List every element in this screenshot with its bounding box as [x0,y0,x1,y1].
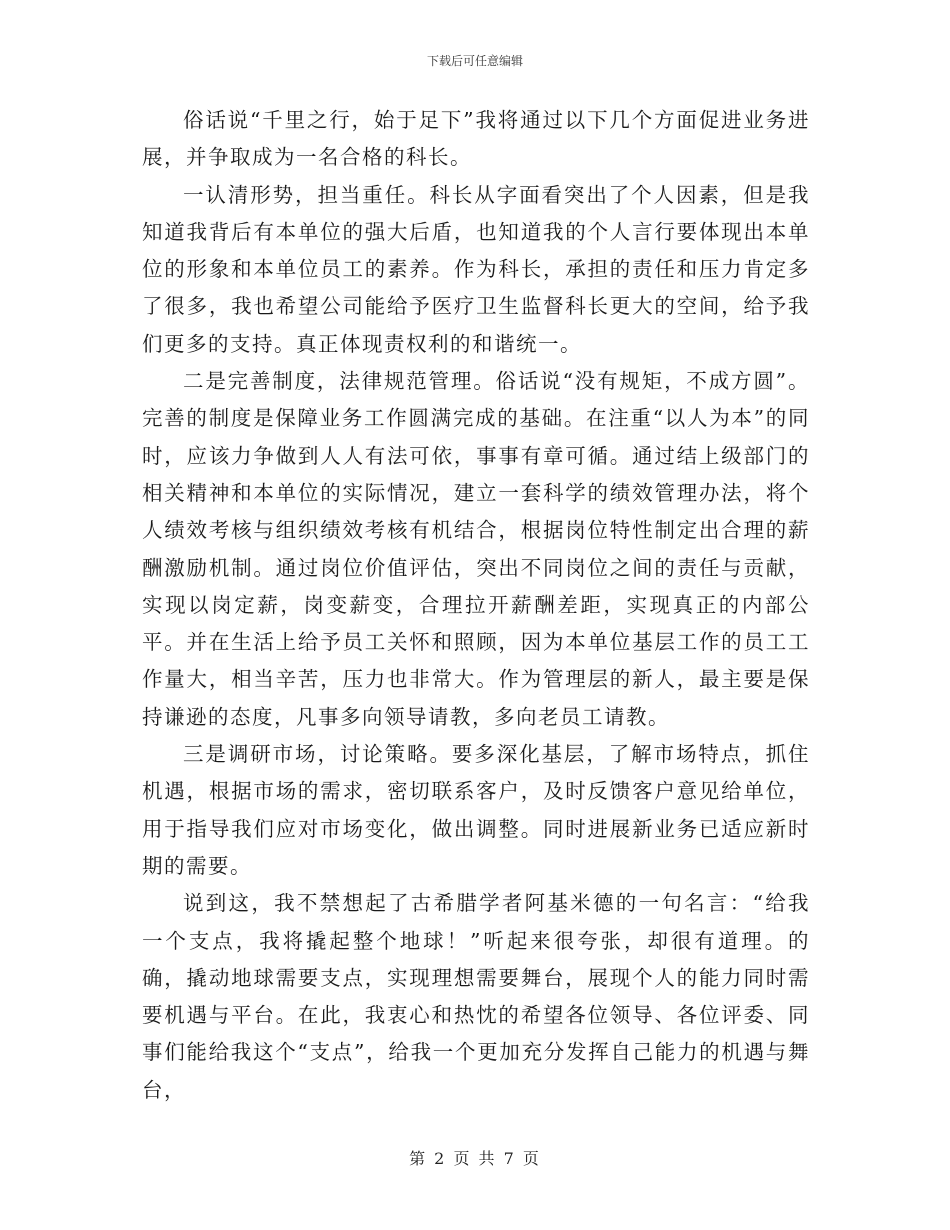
paragraph-point-three: 三是调研市场，讨论策略。要多深化基层，了解市场特点，抓住机遇，根据市场的需求，密切联系客户，及时反馈客户意见给单位，用于指导我们应对市场变化，做出调整。同时进展新业务已适应新时期的需要。 [142,742,810,878]
page-header: 下载后可任意编辑 [426,54,523,68]
paragraph-point-two: 二是完善制度，法律规范管理。俗话说“没有规矩，不成方圆”。完善的制度是保障业务工作圆满完成的基础。在注重“以人为本”的同时，应该力争做到人人有法可依，事事有章可循。通过结上级部门的相关精神和本单位的实际情况，建立一套科学的绩效管理办法，将个人绩效考核与组织绩效考核有机结合，根据岗位特性制定出合理的薪酬激励机制。通过岗位价值评估，突出不同岗位之间的责任与贡献，实现以岗定薪，岗变薪变，合理拉开薪酬差距，实现真正的内部公平。并在生活上给予员工关怀和照顾，因为本单位基层工作的员工工作量大，相当辛苦，压力也非常大。作为管理层的新人，最主要是保持谦逊的态度，凡事多向领导请教，多向老员工请教。 [142,369,810,729]
document-body [142,102,810,1109]
paragraph-intro: 俗话说“千里之行，始于足下”我将通过以下几个方面促进业务进展，并争取成为一名合格的科长。 [142,108,810,170]
paragraph-point-one: 一认清形势，担当重任。科长从字面看突出了个人因素，但是我知道我背后有本单位的强大后盾，也知道我的个人言行要体现出本单位的形象和本单位员工的素养。作为科长，承担的责任和压力肯定多了很多，我也希望公司能给予医疗卫生监督科长更大的空间，给予我们更多的支持。真正体现责权利的和谐统一。 [142,182,810,356]
page-number: 第 2 页 共 7 页 [409,1149,541,1168]
paragraph-closing: 说到这，我不禁想起了古希腊学者阿基米德的一句名言：“给我一个支点，我将撬起整个地球！”听起来很夸张，却很有道理。的确，撬动地球需要支点，实现理想需要舞台，展现个人的能力同时需要机遇与平台。在此，我衷心和热忱的希望各位领导、各位评委、同事们能给我这个“支点”，给我一个更加充分发挥自己能力的机遇与舞台， [142,891,810,1102]
